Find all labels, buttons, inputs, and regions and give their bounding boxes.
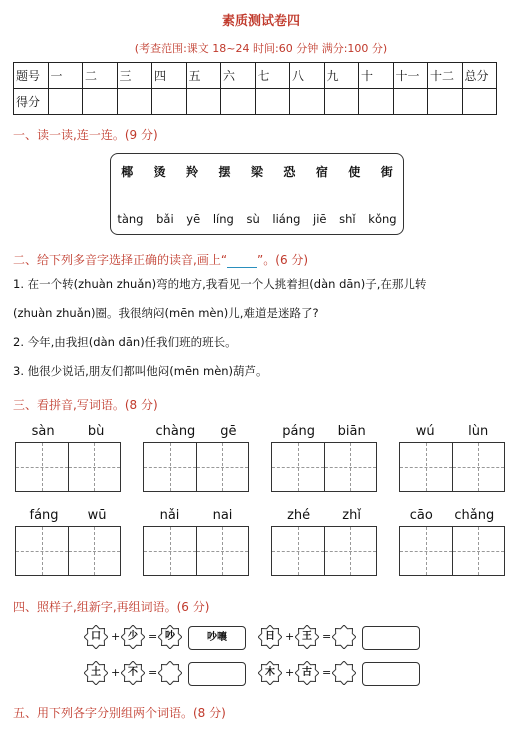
char-label: 口 bbox=[91, 631, 101, 642]
char-label: 王 bbox=[302, 631, 312, 642]
component-char-star bbox=[258, 661, 282, 685]
char-label bbox=[332, 661, 356, 685]
writing-cell[interactable] bbox=[453, 443, 505, 491]
score-header-cell: 五 bbox=[186, 63, 221, 89]
score-input-cell[interactable] bbox=[221, 89, 256, 115]
writing-grid[interactable] bbox=[399, 526, 505, 576]
writing-cell[interactable] bbox=[400, 527, 453, 575]
score-header-cell: 题号 bbox=[14, 63, 49, 89]
question-3: 3. 他很少说话,朋友们都叫他闷(mēn mèn)葫芦。 bbox=[13, 364, 268, 378]
score-input-cell[interactable] bbox=[152, 89, 187, 115]
score-input-cell[interactable] bbox=[186, 89, 221, 115]
result-char-star bbox=[158, 625, 182, 649]
question-1b: (zhuàn zhuǎn)圈。我很纳闷(mēn mèn)儿,难道是迷路了? bbox=[13, 306, 319, 320]
score-input-cell[interactable] bbox=[255, 89, 290, 115]
writing-cell[interactable] bbox=[16, 527, 69, 575]
word-writing-group bbox=[15, 424, 121, 494]
answer-char-star[interactable] bbox=[332, 661, 356, 685]
equals-sign: = bbox=[148, 666, 158, 679]
writing-cell[interactable] bbox=[197, 443, 249, 491]
char-label bbox=[158, 661, 182, 685]
pinyin-syllable: chàng bbox=[155, 424, 196, 439]
writing-cell[interactable] bbox=[400, 443, 453, 491]
score-label-cell: 得分 bbox=[14, 89, 49, 115]
match-char[interactable]: 梁 bbox=[250, 165, 263, 179]
writing-cell[interactable] bbox=[69, 527, 121, 575]
component-char-star bbox=[121, 661, 145, 685]
component-char-star bbox=[295, 661, 319, 685]
section1-title: 一、读一读,连一连。(9 分) bbox=[13, 128, 158, 142]
match-pinyin[interactable]: kǒng bbox=[368, 212, 397, 226]
answer-word-box[interactable] bbox=[362, 662, 420, 686]
char-label: 古 bbox=[302, 667, 312, 678]
answer-word-box[interactable] bbox=[362, 626, 420, 650]
writing-grid[interactable] bbox=[271, 442, 377, 492]
word-writing-group bbox=[271, 424, 377, 494]
word-writing-group bbox=[271, 508, 377, 578]
pinyin-syllable: zhǐ bbox=[342, 508, 361, 523]
score-header-cell: 总分 bbox=[462, 63, 497, 89]
writing-cell[interactable] bbox=[325, 527, 377, 575]
matching-box bbox=[110, 153, 404, 235]
match-pinyin[interactable]: tàng bbox=[117, 212, 144, 226]
match-pinyin[interactable]: liáng bbox=[272, 212, 301, 226]
score-header-cell: 八 bbox=[290, 63, 325, 89]
writing-cell[interactable] bbox=[453, 527, 505, 575]
match-char[interactable]: 使 bbox=[348, 165, 361, 179]
pinyin-syllable: zhé bbox=[287, 508, 311, 523]
match-pinyin[interactable]: shǐ bbox=[339, 212, 356, 226]
plus-sign: + bbox=[111, 666, 121, 679]
equals-sign: = bbox=[322, 666, 332, 679]
score-header-cell: 一 bbox=[48, 63, 83, 89]
component-char-star bbox=[84, 625, 108, 649]
match-char[interactable]: 恐 bbox=[283, 165, 296, 179]
question-2: 2. 今年,由我担(dàn dān)任我们班的班长。 bbox=[13, 335, 237, 349]
match-char[interactable]: 椰 bbox=[121, 165, 134, 179]
score-header-cell: 四 bbox=[152, 63, 187, 89]
writing-grid[interactable] bbox=[271, 526, 377, 576]
writing-cell[interactable] bbox=[272, 527, 325, 575]
score-input-cell[interactable] bbox=[290, 89, 325, 115]
match-pinyin[interactable]: bǎi bbox=[156, 212, 174, 226]
score-input-cell[interactable] bbox=[83, 89, 118, 115]
writing-grid[interactable] bbox=[399, 442, 505, 492]
pinyin-syllable: bù bbox=[87, 424, 105, 439]
writing-cell[interactable] bbox=[197, 527, 249, 575]
char-label: 不 bbox=[128, 667, 138, 678]
pinyin-syllable: sàn bbox=[31, 424, 55, 439]
match-char[interactable]: 烫 bbox=[153, 165, 166, 179]
pinyin-syllable: páng bbox=[282, 424, 316, 439]
writing-cell[interactable] bbox=[272, 443, 325, 491]
component-char-star bbox=[295, 625, 319, 649]
plus-sign: + bbox=[285, 630, 295, 643]
score-header-cell: 九 bbox=[324, 63, 359, 89]
pinyin-syllable: lùn bbox=[468, 424, 489, 439]
answer-char-star[interactable] bbox=[158, 661, 182, 685]
match-pinyin[interactable]: sù bbox=[246, 212, 260, 226]
word-writing-group bbox=[399, 424, 505, 494]
writing-cell[interactable] bbox=[325, 443, 377, 491]
word-writing-group bbox=[143, 508, 249, 578]
pinyin-syllable: fáng bbox=[29, 508, 59, 523]
exam-info: (考查范围:课文 18~24 时间:60 分钟 满分:100 分) bbox=[134, 42, 388, 55]
score-input-cell[interactable] bbox=[462, 89, 497, 115]
score-input-cell[interactable] bbox=[48, 89, 83, 115]
equals-sign: = bbox=[148, 630, 158, 643]
score-header-cell: 十二 bbox=[428, 63, 463, 89]
word-writing-group bbox=[15, 508, 121, 578]
example-word-box: 吵嚷 bbox=[188, 626, 246, 650]
char-label: 吵 bbox=[165, 631, 175, 642]
writing-cell[interactable] bbox=[16, 443, 69, 491]
equals-sign: = bbox=[322, 630, 332, 643]
component-char-star bbox=[258, 625, 282, 649]
pinyin-syllable: wū bbox=[87, 508, 107, 523]
match-char[interactable]: 宿 bbox=[315, 165, 328, 179]
writing-cell[interactable] bbox=[69, 443, 121, 491]
writing-cell[interactable] bbox=[144, 527, 197, 575]
word-writing-group bbox=[143, 424, 249, 494]
section4-title: 四、照样子,组新字,再组词语。(6 分) bbox=[13, 600, 210, 614]
char-label: 土 bbox=[91, 667, 101, 678]
pinyin-syllable: chǎng bbox=[454, 508, 495, 523]
match-char[interactable]: 羚 bbox=[186, 165, 199, 179]
writing-grid[interactable] bbox=[143, 442, 249, 492]
pinyin-syllable: biān bbox=[337, 424, 366, 439]
score-input-cell[interactable] bbox=[324, 89, 359, 115]
question-1a: 1. 在一个转(zhuàn zhuǎn)弯的地方,我看见一个人挑着担(dàn dān)子,在那儿转 bbox=[13, 277, 427, 291]
score-header-cell: 十 bbox=[359, 63, 394, 89]
pinyin-syllable: nai bbox=[212, 508, 233, 523]
pinyin-syllable: nǎi bbox=[159, 508, 180, 523]
section5-title: 五、用下列各字分别组两个词语。(8 分) bbox=[13, 706, 226, 720]
score-header-cell: 三 bbox=[117, 63, 152, 89]
answer-word-box[interactable] bbox=[188, 662, 246, 686]
score-header-cell: 六 bbox=[221, 63, 256, 89]
score-input-cell[interactable] bbox=[117, 89, 152, 115]
match-char[interactable]: 街 bbox=[380, 165, 393, 179]
plus-sign: + bbox=[111, 630, 121, 643]
char-label: 木 bbox=[265, 667, 275, 678]
match-char[interactable]: 摆 bbox=[218, 165, 231, 179]
writing-cell[interactable] bbox=[144, 443, 197, 491]
underline-sample bbox=[227, 257, 257, 268]
component-char-star bbox=[121, 625, 145, 649]
component-char-star bbox=[84, 661, 108, 685]
section2-title: 二、给下列多音字选择正确的读音,画上“ ”。(6 分) bbox=[13, 253, 309, 267]
match-pinyin[interactable]: jiē bbox=[313, 212, 327, 226]
score-header-cell: 十一 bbox=[393, 63, 428, 89]
writing-grid[interactable] bbox=[15, 442, 121, 492]
score-input-cell[interactable] bbox=[359, 89, 394, 115]
score-table bbox=[13, 62, 497, 115]
writing-grid[interactable] bbox=[143, 526, 249, 576]
match-pinyin[interactable]: líng bbox=[212, 212, 234, 226]
score-header-cell: 二 bbox=[83, 63, 118, 89]
match-pinyin[interactable]: yē bbox=[186, 212, 201, 226]
plus-sign: + bbox=[285, 666, 295, 679]
char-label: 少 bbox=[128, 631, 138, 642]
word-writing-group bbox=[399, 508, 505, 578]
pinyin-syllable: gē bbox=[220, 424, 237, 439]
page-title: 素质测试卷四 bbox=[221, 14, 300, 29]
pinyin-syllable: wú bbox=[415, 424, 435, 439]
score-input-cell[interactable] bbox=[393, 89, 428, 115]
writing-grid[interactable] bbox=[15, 526, 121, 576]
char-label bbox=[332, 625, 356, 649]
pinyin-syllable: cāo bbox=[409, 508, 433, 523]
section3-title: 三、看拼音,写词语。(8 分) bbox=[13, 398, 158, 412]
answer-char-star[interactable] bbox=[332, 625, 356, 649]
score-header-cell: 七 bbox=[255, 63, 290, 89]
score-input-cell[interactable] bbox=[428, 89, 463, 115]
char-label: 日 bbox=[265, 631, 275, 642]
